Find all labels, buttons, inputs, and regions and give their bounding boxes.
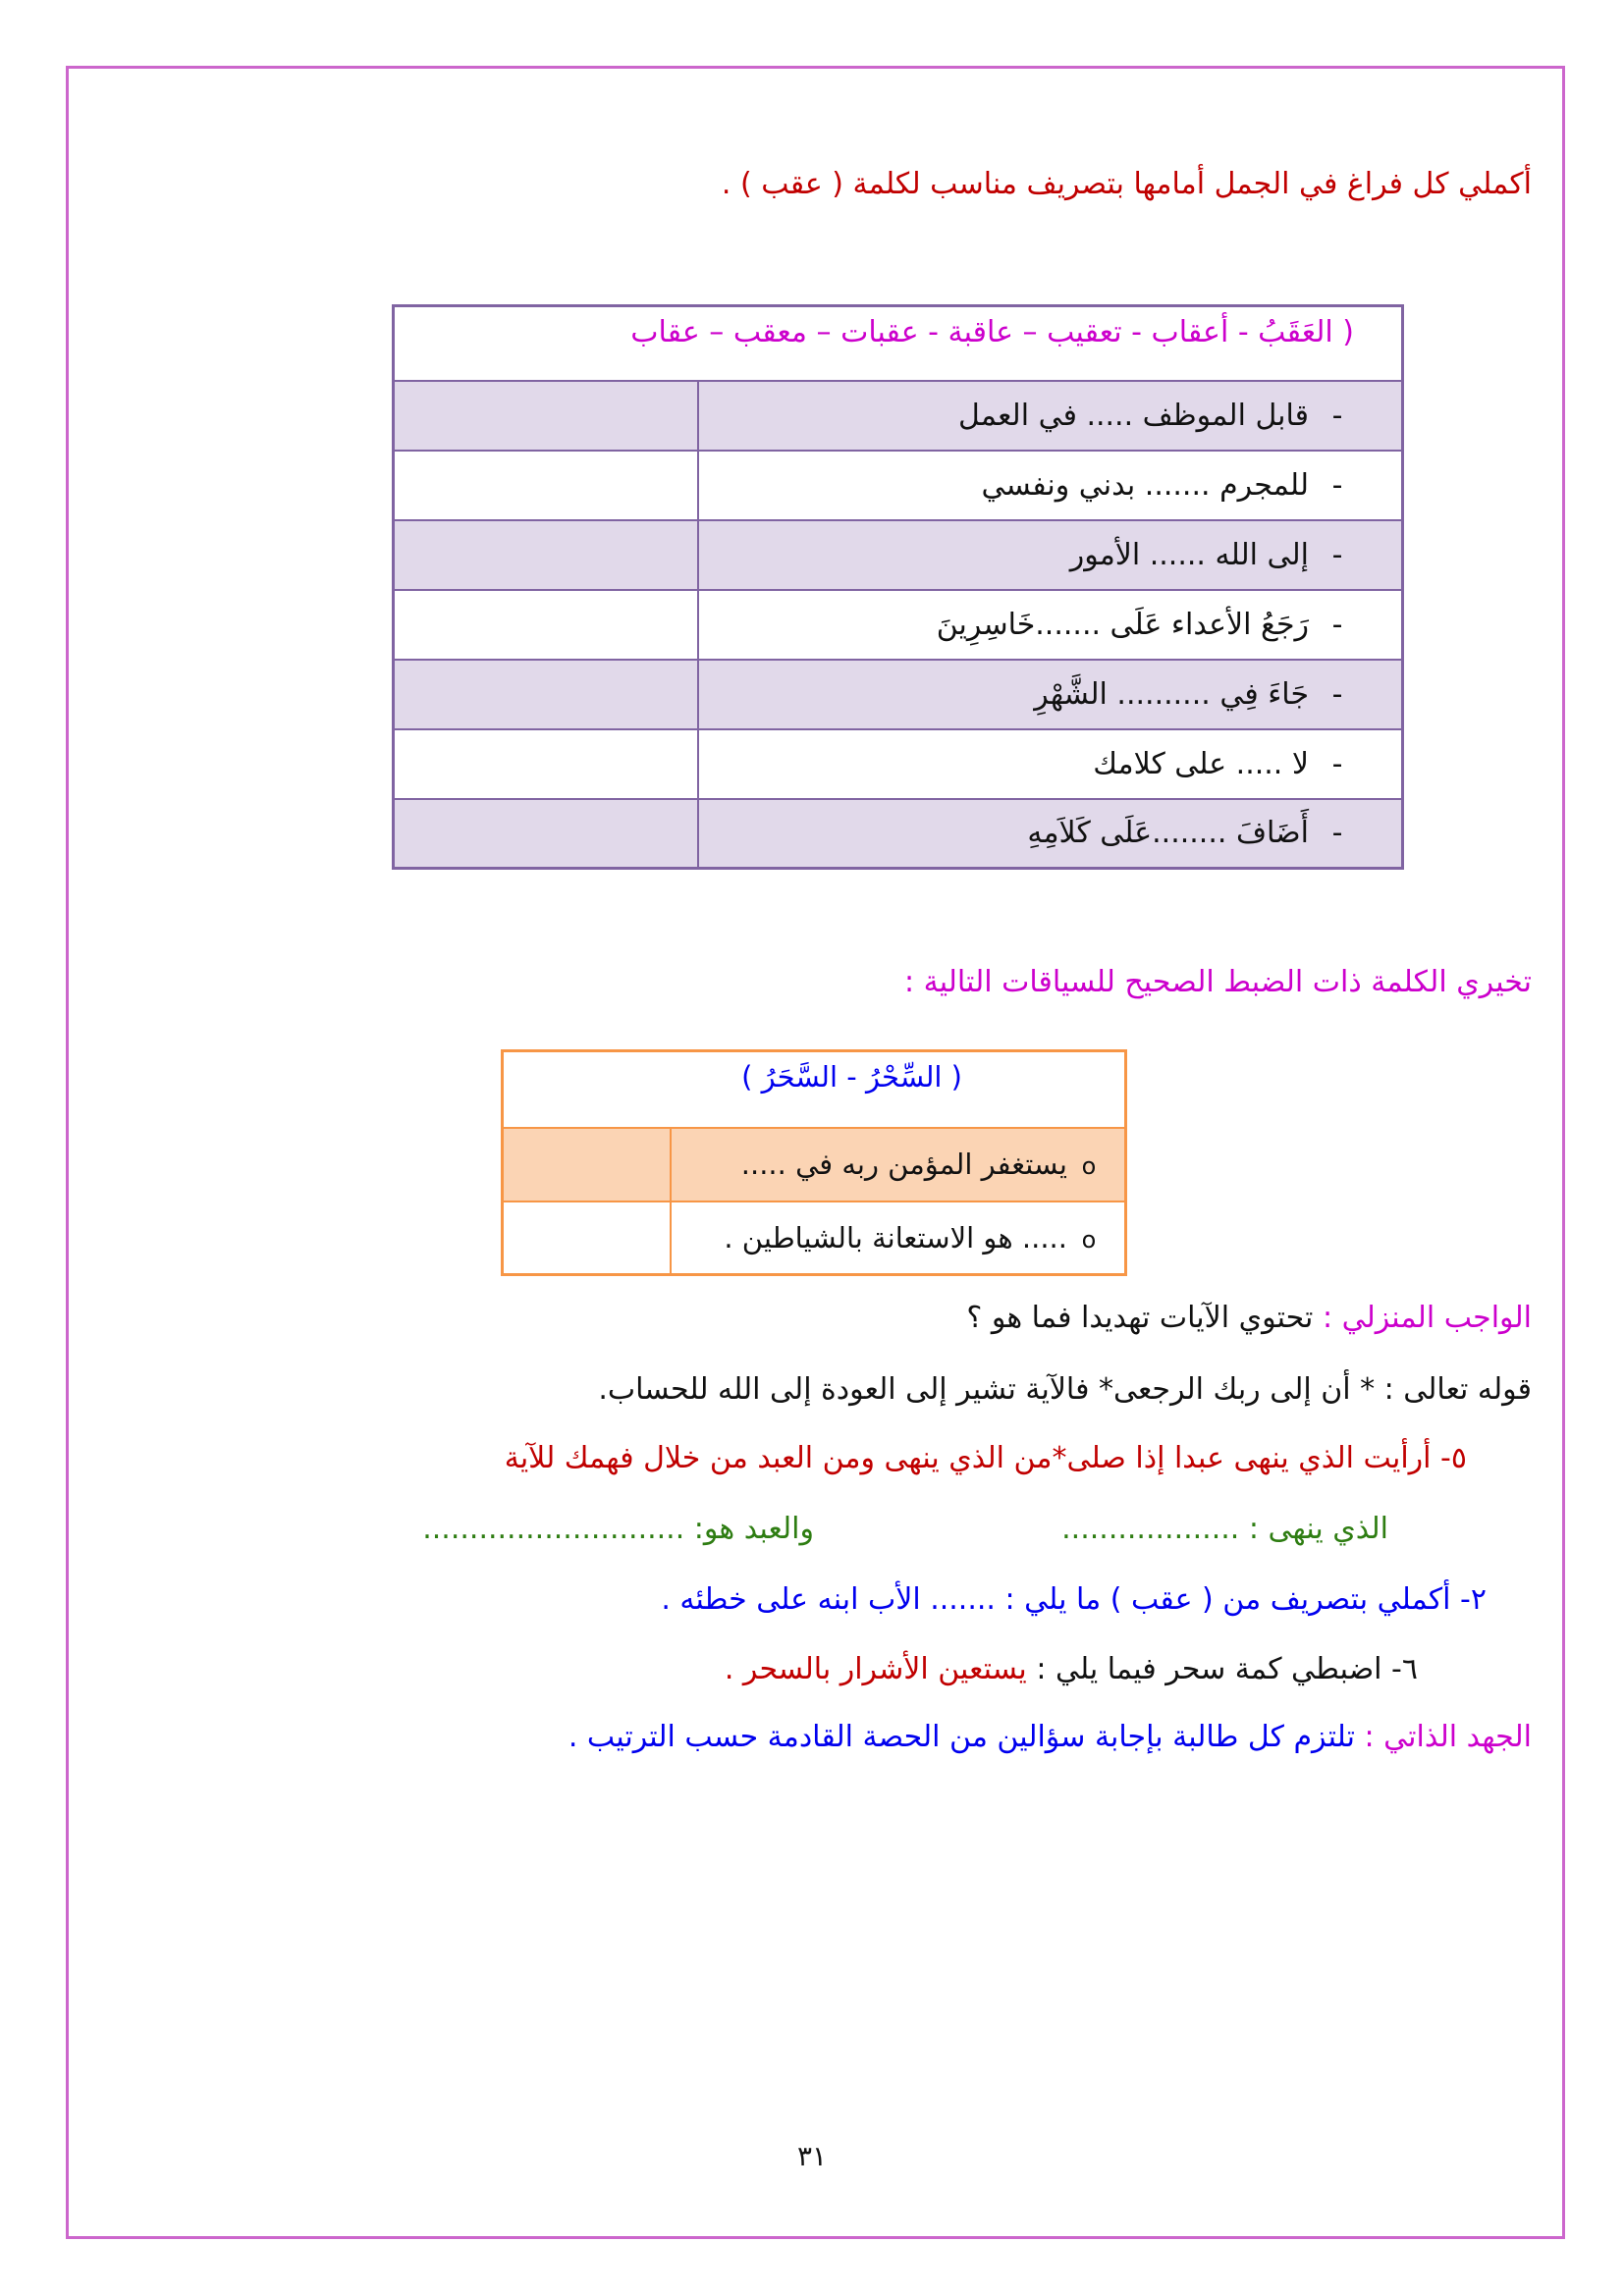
sentence: رَجَعُ الأعداء عَلَى .......خَاسِرِينَ [936, 607, 1309, 642]
sentence: قابل الموظف ..... في العمل [958, 398, 1309, 433]
answer-line-1 [1061, 1512, 1388, 1546]
instruction-choose-vowels: تخيري الكلمة ذات الضبط الصحيح للسياقات التالية : [904, 965, 1532, 999]
sentence: أَضَافَ ........عَلَى كَلاَمِهِ [1027, 816, 1309, 851]
sentence: جَاءَ فِي .......... الشَّهْرِ [1034, 676, 1309, 712]
answer-cell[interactable] [503, 1201, 672, 1275]
table-row: -للمجرم ....... بدني ونفسي [394, 451, 1403, 520]
table-row [503, 1128, 1126, 1201]
table-row [503, 1201, 1126, 1275]
word-bank: ( العَقَبُ - أعقاب - تعقيب – عاقبة - عقبات – معقب – عقاب [394, 306, 1403, 381]
second-answer-label: والعبد هو: [693, 1512, 814, 1546]
answer-cell[interactable] [394, 799, 698, 869]
question-5: ٥- أرأيت الذي ينهى عبدا إذا صلى*من الذي ينهى ومن العبد من خلال فهمك للآية [504, 1441, 1467, 1475]
question-6 [725, 1652, 1418, 1686]
table-row: -إلى الله ...... الأمور [394, 520, 1403, 590]
answer-cell[interactable] [394, 381, 698, 451]
question-2: ٢- أكملي بتصريف من ( عقب ) ما يلي : ....... الأب ابنه على خطئه . [661, 1582, 1487, 1617]
first-answer-blank[interactable]: ................... [1061, 1512, 1240, 1546]
answer-cell[interactable] [394, 729, 698, 799]
answer-line-2 [422, 1512, 814, 1546]
answer-cell[interactable] [394, 451, 698, 520]
first-answer-label: الذي ينهى : [1248, 1512, 1388, 1546]
question-6-prompt: ٦- اضبطي كمة سحر فيما يلي : [1036, 1652, 1418, 1686]
answer-cell[interactable] [394, 590, 698, 660]
conjugation-table [392, 304, 1404, 870]
sentence: للمجرم ....... بدني ونفسي [981, 467, 1309, 503]
homework-question: تحتوي الآيات تهديدا فما هو ؟ [966, 1301, 1314, 1335]
homework-label: الواجب المنزلي : [1322, 1301, 1532, 1335]
bullet-icon: o [1081, 1152, 1097, 1180]
homework-line [966, 1301, 1532, 1335]
self-effort-text: تلتزم كل طالبة بإجابة سؤالين من الحصة القادمة حسب الترتيب . [568, 1720, 1355, 1754]
verse-explanation: قوله تعالى : * أن إلى ربك الرجعى* فالآية تشير إلى العودة إلى الله للحساب. [598, 1372, 1532, 1407]
table-row: -قابل الموظف ..... في العمل [394, 381, 1403, 451]
self-effort-line [568, 1720, 1532, 1754]
bullet-icon: o [1081, 1225, 1097, 1254]
sentence: لا ..... على كلامك [1093, 746, 1309, 781]
page-number: ٣١ [796, 2140, 828, 2172]
self-effort-label: الجهد الذاتي : [1364, 1720, 1532, 1754]
sentence: يستغفر المؤمن ربه في ..... [740, 1148, 1067, 1181]
answer-cell[interactable] [503, 1128, 672, 1201]
vowel-choice-table [501, 1049, 1127, 1276]
table-row: -رَجَعُ الأعداء عَلَى .......خَاسِرِينَ [394, 590, 1403, 660]
sentence: ..... هو الاستعانة بالشياطين . [724, 1220, 1067, 1255]
answer-cell[interactable] [394, 660, 698, 729]
answer-cell[interactable] [394, 520, 698, 590]
second-answer-blank[interactable]: ............................ [422, 1512, 685, 1546]
choice-options: ( السِّحْرُ - السَّحَرُ ) [503, 1051, 1126, 1128]
table-row: -أَضَافَ ........عَلَى كَلاَمِهِ [394, 799, 1403, 869]
table-row: -لا ..... على كلامك [394, 729, 1403, 799]
instruction-fill-blanks: أكملي كل فراغ في الجمل أمامها بتصريف مناسب لكلمة ( عقب ) . [721, 167, 1532, 201]
question-6-sentence: يستعين الأشرار بالسحر . [724, 1652, 1027, 1686]
sentence: إلى الله ...... الأمور [1069, 537, 1309, 572]
table-row: -جَاءَ فِي .......... الشَّهْرِ [394, 660, 1403, 729]
